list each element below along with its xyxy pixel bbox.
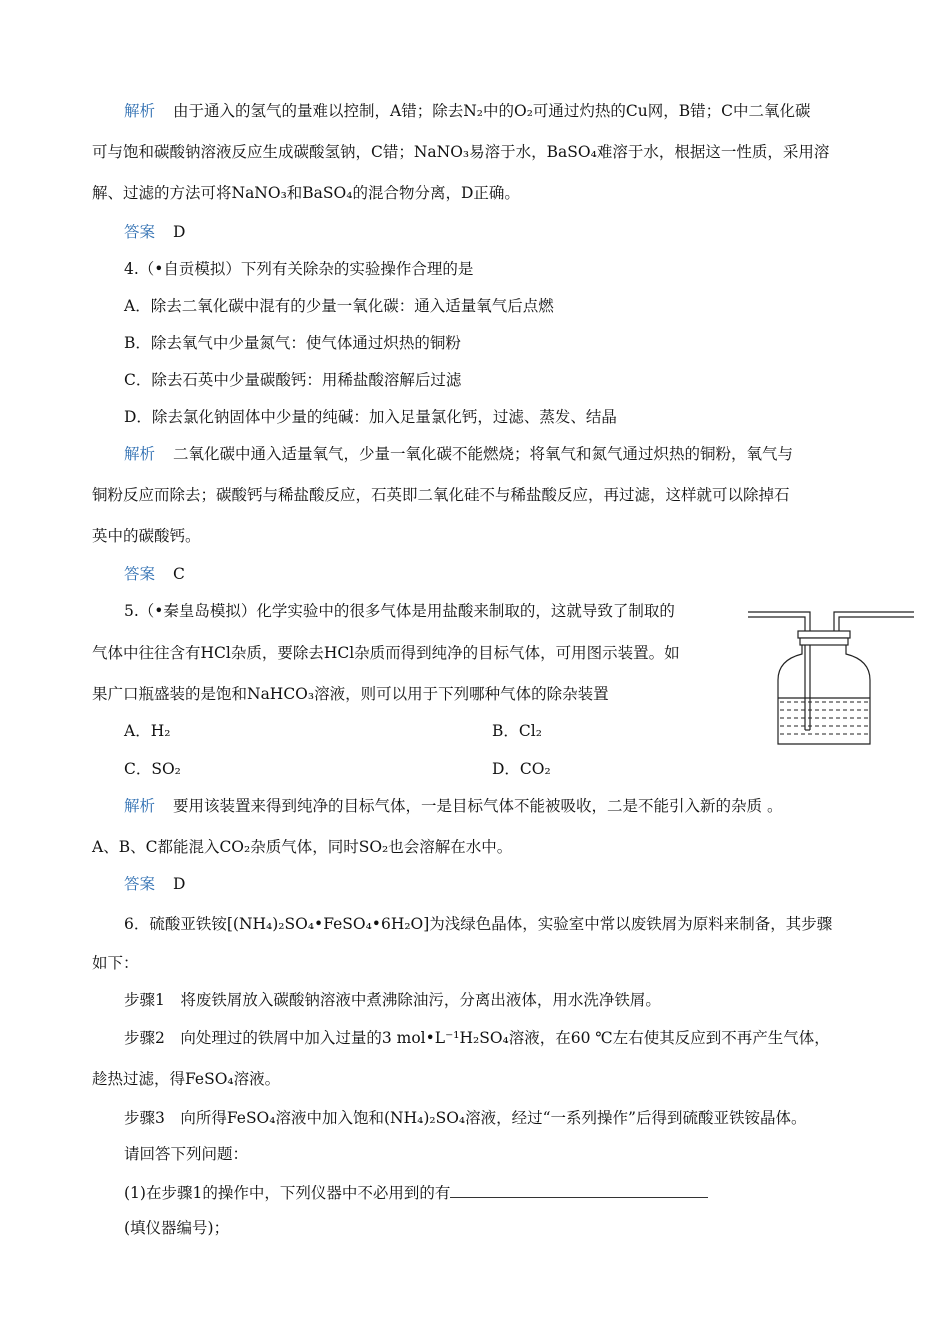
analysis-label: 解析 <box>124 445 156 463</box>
q5-analysis-line-2: A、B、C都能混入CO₂杂质气体，同时SO₂也会溶解在水中。 <box>92 838 513 856</box>
q6-stem-line-2: 如下： <box>92 954 139 972</box>
answer-value: C <box>173 565 185 583</box>
q3-analysis-line-3: 解、过滤的方法可将NaNO₃和BaSO₄的混合物分离，D正确。 <box>92 184 520 202</box>
q4-analysis-line-3: 英中的碳酸钙。 <box>92 527 201 545</box>
answer-value: D <box>173 875 186 893</box>
q6-step-2-line-1: 步骤2 向处理过的铁屑中加入过量的3 mol•L⁻¹H₂SO₄溶液，在60 ℃左右使其反应到不再产生气体， <box>124 1029 830 1047</box>
q4-stem: 4.（•自贡模拟）下列有关除杂的实验操作合理的是 <box>124 260 474 278</box>
answer-value: D <box>173 223 186 241</box>
q5-option-d: D．CO₂ <box>492 760 551 778</box>
q6-prompt: 请回答下列问题： <box>124 1145 249 1163</box>
q3-analysis-line-2: 可与饱和碳酸钠溶液反应生成碳酸氢钠，C错；NaNO₃易溶于水，BaSO₄难溶于水，根据这一性质，采用溶 <box>92 143 830 161</box>
q5-stem-line-3: 果广口瓶盛装的是饱和NaHCO₃溶液，则可以用于下列哪种气体的除杂装置 <box>92 685 609 703</box>
q4-analysis-line-1: 解析 二氧化碳中通入适量氧气，少量一氧化碳不能燃烧；将氧气和氮气通过炽热的铜粉，氧气与 <box>124 445 794 463</box>
answer-blank[interactable] <box>450 1181 708 1198</box>
q6-step-2-line-2: 趁热过滤，得FeSO₄溶液。 <box>92 1070 281 1088</box>
answer-label: 答案 <box>124 223 156 241</box>
answer-label: 答案 <box>124 875 156 893</box>
q5-answer <box>124 873 185 895</box>
q5-option-a: A．H₂ <box>124 722 171 740</box>
gas-washing-bottle-figure <box>748 598 918 750</box>
analysis-label: 解析 <box>124 102 156 120</box>
q3-answer <box>124 221 185 243</box>
q5-option-c: C．SO₂ <box>124 760 181 778</box>
q6-sub1-line-1: (1)在步骤1的操作中，下列仪器中不必用到的有 <box>124 1181 708 1204</box>
q4-option-b: B．除去氧气中少量氮气：使气体通过炽热的铜粉 <box>124 334 461 352</box>
analysis-label: 解析 <box>124 797 156 815</box>
q6-step-3: 步骤3 向所得FeSO₄溶液中加入饱和(NH₄)₂SO₄溶液，经过“一系列操作”后得到硫酸亚铁铵晶体。 <box>124 1109 807 1127</box>
q6-step-1: 步骤1 将废铁屑放入碳酸钠溶液中煮沸除油污，分离出液体，用水洗净铁屑。 <box>124 991 661 1009</box>
answer-label: 答案 <box>124 565 156 583</box>
q4-option-d: D．除去氯化钠固体中少量的纯碱：加入足量氯化钙，过滤、蒸发、结晶 <box>124 408 617 426</box>
q5-analysis-line-1: 解析 要用该装置来得到纯净的目标气体，一是目标气体不能被吸收，二是不能引入新的杂质 。 <box>124 797 783 815</box>
q5-stem-line-2: 气体中往往含有HCl杂质，要除去HCl杂质而得到纯净的目标气体，可用图示装置。如 <box>92 644 680 662</box>
q6-stem-line-1: 6．硫酸亚铁铵[(NH₄)₂SO₄•FeSO₄•6H₂O]为浅绿色晶体，实验室中常以废铁屑为原料来制备，其步骤 <box>124 915 833 933</box>
bottle-stopper <box>798 631 850 638</box>
q3-analysis-line-1: 解析 由于通入的氢气的量难以控制，A错；除去N₂中的O₂可通过灼热的Cu网，B错；C中二氧化碳 <box>124 102 811 120</box>
q5-stem-line-1: 5.（•秦皇岛模拟）化学实验中的很多气体是用盐酸来制取的，这就导致了制取的 <box>124 602 675 620</box>
liquid-solution <box>780 702 868 734</box>
bottle-body <box>778 645 870 744</box>
q4-answer <box>124 563 185 585</box>
q4-option-c: C．除去石英中少量碳酸钙：用稀盐酸溶解后过滤 <box>124 371 462 389</box>
q4-analysis-line-2: 铜粉反应而除去；碳酸钙与稀盐酸反应，石英即二氧化硅不与稀盐酸反应，再过滤，这样就可以除掉石 <box>92 486 790 504</box>
q6-sub1-line-2: (填仪器编号)； <box>124 1219 230 1237</box>
q4-option-a: A．除去二氧化碳中混有的少量一氧化碳：通入适量氧气后点燃 <box>124 297 554 315</box>
q5-option-b: B．Cl₂ <box>492 722 542 740</box>
